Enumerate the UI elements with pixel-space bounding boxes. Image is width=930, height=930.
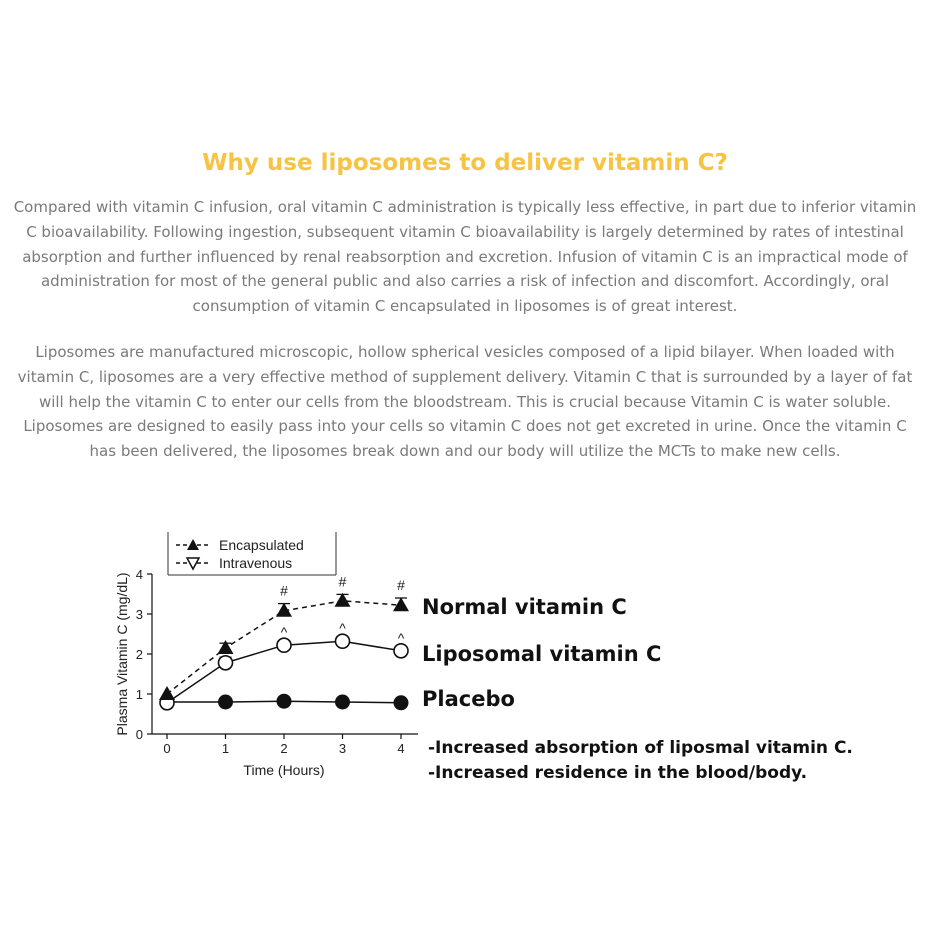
significance-marker: # bbox=[338, 573, 347, 590]
note-absorption: -Increased absorption of liposmal vitamin C. bbox=[428, 738, 853, 758]
y-ticks bbox=[136, 567, 152, 742]
placebo-label: Placebo bbox=[422, 687, 515, 711]
legend-item-intravenous bbox=[176, 555, 292, 571]
data-point bbox=[277, 694, 292, 709]
legend-intravenous-label: Intravenous bbox=[219, 555, 293, 571]
data-point bbox=[336, 634, 350, 648]
x-tick-label: 0 bbox=[163, 741, 171, 756]
placebo-series bbox=[160, 694, 409, 711]
significance-marker: # bbox=[280, 582, 288, 599]
x-tick-label: 3 bbox=[338, 741, 347, 756]
page-heading: Why use liposomes to deliver vitamin C? bbox=[202, 150, 728, 176]
data-point bbox=[394, 644, 408, 658]
note-residence: -Increased residence in the blood/body. bbox=[428, 763, 808, 783]
liposome-paragraph: Liposomes are manufactured microscopic, hollow spherical vesicles composed of a lipid bilayer. When loaded with vitamin C, liposomes are a very effective method of supplement delivery. Vitamin C that is surrounded by a layer of fat will help the vitamin C to enter our cells from the bloodstream. This is crucial because Vitamin C is water soluble. Liposomes are designed to easily pass into your cells so vitamin C does not get excreted in urine. Once the vitamin C has been delivered, the liposomes break down and our body will utilize the MCTs to make new cells. bbox=[17, 343, 913, 461]
y-tick-label: 1 bbox=[135, 687, 143, 702]
x-tick-label: 1 bbox=[221, 741, 230, 756]
data-point bbox=[159, 686, 175, 700]
data-point bbox=[219, 656, 233, 670]
data-point bbox=[277, 638, 291, 652]
significance-marker: ^ bbox=[397, 629, 405, 646]
y-axis-title: Plasma Vitamin C (mg/dL) bbox=[114, 572, 130, 736]
legend-encapsulated-label: Encapsulated bbox=[219, 537, 304, 553]
liposomal-vitamin-c-label: Liposomal vitamin C bbox=[422, 642, 662, 666]
legend-item-encapsulated bbox=[176, 537, 304, 553]
data-point bbox=[394, 695, 409, 710]
data-point bbox=[218, 640, 234, 654]
x-axis-title: Time (Hours) bbox=[243, 762, 325, 778]
y-tick-label: 0 bbox=[135, 727, 143, 742]
x-tick-label: 4 bbox=[397, 741, 405, 756]
significance-marker: # bbox=[397, 577, 405, 593]
data-point bbox=[218, 695, 233, 710]
data-point bbox=[276, 603, 292, 617]
x-tick-label: 2 bbox=[280, 741, 288, 756]
series-layer bbox=[159, 573, 409, 710]
y-tick-label: 4 bbox=[135, 567, 143, 582]
x-ticks bbox=[163, 734, 404, 756]
normal-vitamin-c-label: Normal vitamin C bbox=[422, 595, 627, 619]
significance-marker: ^ bbox=[339, 620, 346, 637]
data-point bbox=[335, 695, 350, 710]
y-tick-label: 2 bbox=[135, 647, 143, 662]
significance-marker: ^ bbox=[280, 624, 288, 641]
y-tick-label: 3 bbox=[135, 607, 143, 622]
intro-paragraph: Compared with vitamin C infusion, oral vitamin C administration is typically less effective, in part due to inferior vitamin C bioavailability. Following ingestion, subsequent vitamin C bioavailability is largely determined by rates of intestinal absorption and further influenced by renal reabsorption and excretion. Infusion of vitamin C is an impractical mode of administration for most of the general public and also carries a risk of infection and discomfort. Accordingly, oral consumption of vitamin C encapsulated in liposomes is of great interest. bbox=[13, 198, 917, 316]
